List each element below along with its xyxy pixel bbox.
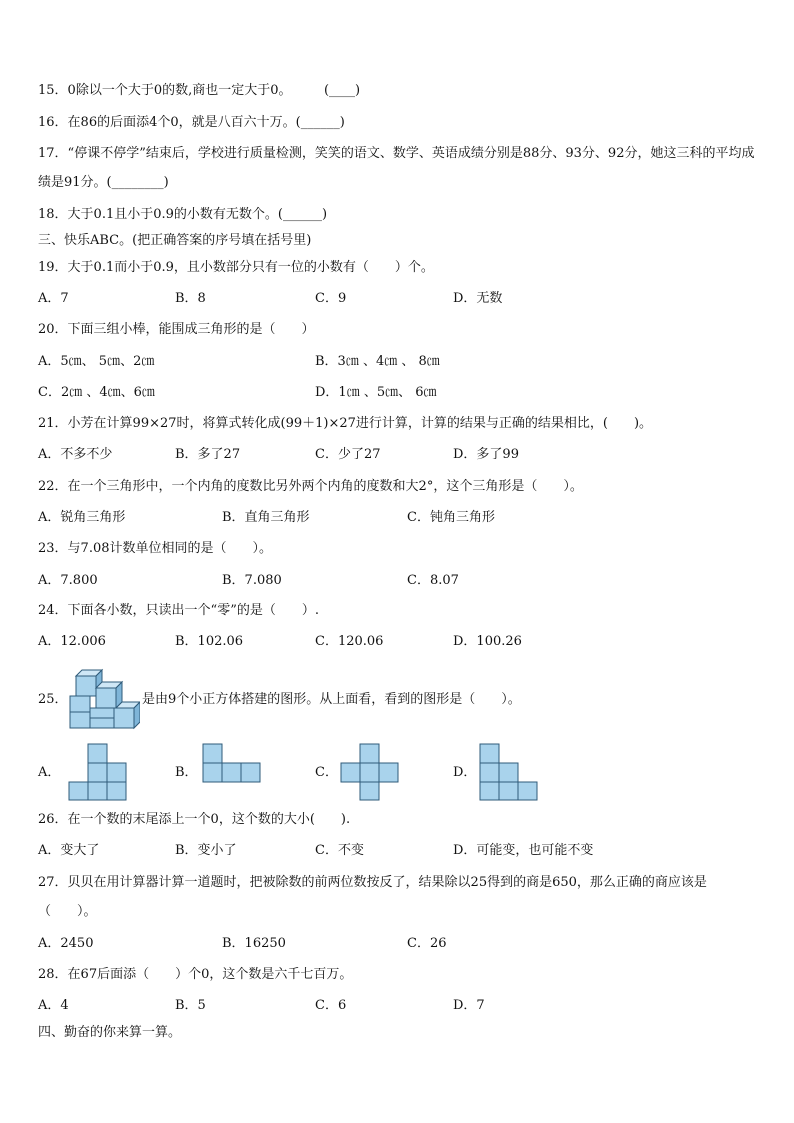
option-25-c-figure	[340, 743, 400, 801]
option-27-b: B．16250	[222, 936, 286, 951]
option-28-d: D．7	[453, 998, 485, 1013]
option-25-a: A．	[38, 765, 61, 780]
question-23: 23．与7.08计数单位相同的是（ ）。	[38, 541, 272, 556]
option-24-a: A．12.006	[38, 634, 106, 649]
option-24-b: B．102.06	[175, 634, 244, 649]
option-24-c: C．120.06	[315, 634, 384, 649]
option-22-a: A．锐角三角形	[38, 510, 126, 525]
question-28: 28．在67后面添（ ）个0，这个数是六千七百万。	[38, 967, 353, 982]
question-19: 19．大于0.1而小于0.9，且小数部分只有一位的小数有（ ）个。	[38, 260, 434, 275]
option-19-c: C．9	[315, 291, 347, 306]
question-25: 是由9个小正方体搭建的图形。从上面看，看到的图形是（ ）。	[142, 692, 521, 707]
option-20-c: C．2㎝ 、4㎝、6㎝	[38, 385, 155, 400]
option-25-a-figure	[68, 743, 128, 801]
option-26-a: A．变大了	[38, 843, 100, 858]
question-20: 20．下面三组小棒，能围成三角形的是（ ）	[38, 322, 315, 337]
question-22: 22．在一个三角形中，一个内角的度数比另外两个内角的度数和大2°，这个三角形是（ ）。	[38, 479, 583, 494]
question-17: 17．“停课不停学”结束后，学校进行质量检测，笑笑的语文、数学、英语成绩分别是88分、93分、92分，她这三科的平均成绩是91分。(________)	[38, 146, 755, 190]
option-24-d: D．100.26	[453, 634, 522, 649]
question-24: 24．下面各小数，只读出一个“零”的是（ ）.	[38, 603, 319, 618]
option-23-c: C．8.07	[407, 573, 459, 588]
option-28-b: B．5	[175, 998, 206, 1013]
question-18: 18．大于0.1且小于0.9的小数有无数个。(______)	[38, 207, 328, 222]
option-25-b-figure	[202, 743, 262, 783]
section-3-heading: 三、快乐ABC。(把正确答案的序号填在括号里)	[38, 233, 312, 248]
option-22-c: C．钝角三角形	[407, 510, 495, 525]
option-19-d: D．无数	[453, 291, 503, 306]
option-21-d: D．多了99	[453, 447, 519, 462]
option-23-a: A．7.800	[38, 573, 98, 588]
cube-stack-figure	[68, 666, 140, 732]
option-28-a: A．4	[38, 998, 69, 1013]
option-26-b: B．变小了	[175, 843, 237, 858]
option-19-a: A．7	[38, 291, 69, 306]
option-19-b: B．8	[175, 291, 206, 306]
option-21-a: A．不多不少	[38, 447, 113, 462]
option-21-c: C．少了27	[315, 447, 381, 462]
question-27: 27．贝贝在用计算器计算一道题时，把被除数的前两位数按反了，结果除以25得到的商是650，那么正确的商应该是（ ）。	[38, 875, 707, 919]
question-25-number: 25．	[38, 692, 68, 707]
option-26-d: D．可能变，也可能不变	[453, 843, 594, 858]
option-20-a: A．5㎝、 5㎝、2㎝	[38, 354, 155, 369]
option-20-d: D．1㎝ 、5㎝、 6㎝	[315, 385, 437, 400]
section-4-heading: 四、勤奋的你来算一算。	[38, 1025, 182, 1040]
question-21: 21．小芳在计算99×27时，将算式转化成(99＋1)×27进行计算，计算的结果与正确的结果相比，( )。	[38, 416, 653, 431]
question-16: 16．在86的后面添4个0，就是八百六十万。(______)	[38, 115, 345, 130]
question-15: 15．0除以一个大于0的数,商也一定大于0。 (____)	[38, 83, 361, 98]
option-25-d: D．	[453, 765, 477, 780]
option-28-c: C．6	[315, 998, 347, 1013]
option-25-c: C．	[315, 765, 338, 780]
option-25-b: B．	[175, 765, 198, 780]
option-27-a: A．2450	[38, 936, 94, 951]
option-23-b: B．7.080	[222, 573, 282, 588]
option-25-d-figure	[479, 743, 539, 801]
option-21-b: B．多了27	[175, 447, 241, 462]
option-27-c: C．26	[407, 936, 447, 951]
option-26-c: C．不变	[315, 843, 364, 858]
option-22-b: B．直角三角形	[222, 510, 310, 525]
option-20-b: B．3㎝ 、4㎝ 、 8㎝	[315, 354, 440, 369]
question-26: 26．在一个数的末尾添上一个0，这个数的大小( ).	[38, 812, 351, 827]
